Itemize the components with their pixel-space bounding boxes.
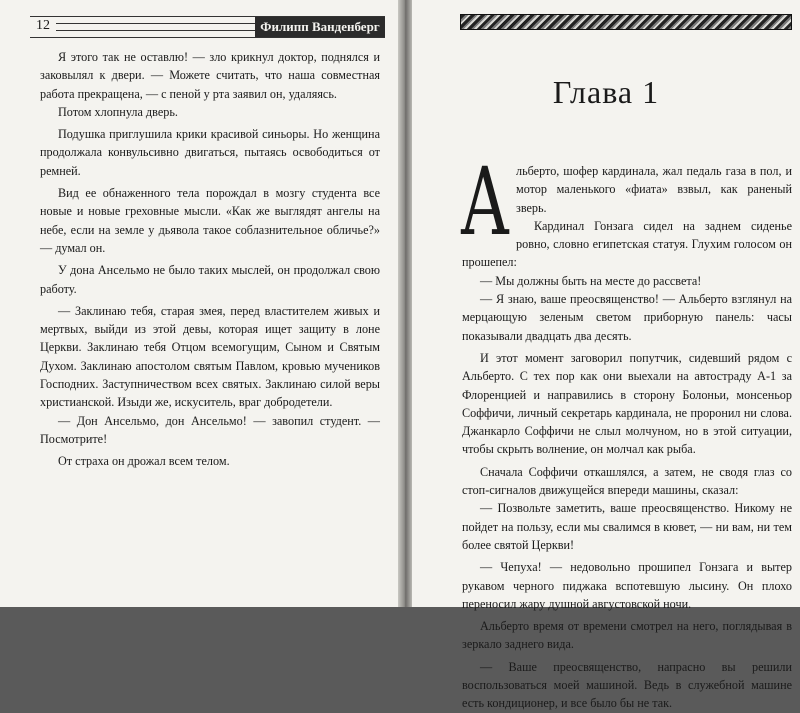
- paragraph: — Мы должны быть на месте до рассвета!: [480, 273, 702, 288]
- paragraph: — Я знаю, ваше преосвященство! — Альберто взглянул на мерцающую зеленым светом приборную панель: часы показывали двадцать два десять.: [462, 292, 792, 343]
- paragraph: И этот момент заговорил попутчик, сидевший рядом с Альберто. С тех пор как они выехали на автостраду А-1 за Флоренцией и направились в сторону Болоньи, монсеньор Соффичи, личный секретарь кардинала, не проронил ни слова. Джанкарло Соффичи не слыл молчуном, но в этой ситуации, чтобы скрыть волнение, он молчал как рыба.: [462, 350, 792, 457]
- paragraph: Потом хлопнула дверь.: [58, 104, 178, 119]
- paragraph: Я этого так не оставлю! — зло крикнул доктор, поднялся и заковылял к двери. — Можете считать, что наша совместная работа прекращена, — с пеной у рта заявил он, удаляясь.: [40, 50, 380, 101]
- paragraph: — Заклинаю тебя, старая змея, перед властителем живых и мертвых, выйди из этой девы, которая ищет защиту в лоне Церкви. Заклинаю тебя Отцом всемогущим, Сыном и Святым Духом. Заклинаю апостолом святым Павлом, кровью мучеников Господних. Заступничеством всех святых. Заклинаю силой веры христианской. Изыди же, искуситель, враг добродетели.: [40, 303, 380, 410]
- right-body-text: [460, 148, 792, 713]
- head-rule: [56, 23, 256, 31]
- running-head-author: Филипп Ванденберг: [255, 17, 385, 37]
- paragraph: Сначала Соффичи откашлялся, а затем, не сводя глаз со стоп-сигналов движущейся впереди машины, сказал:: [462, 464, 792, 498]
- book-gutter: [398, 0, 412, 607]
- drop-cap: А: [460, 148, 510, 257]
- paragraph: Альберто время от времени смотрел на него, поглядывая в зеркало заднего вида.: [462, 619, 792, 652]
- left-page: [0, 0, 398, 607]
- right-page: [412, 0, 800, 711]
- paragraph: Вид ее обнаженного тела порождал в мозгу студента все новые и новые греховные мысли. «Как же выглядят ангелы на небе, если на земле у дьявола такое соблазнительное обличье?» — думал он.: [40, 186, 380, 255]
- running-head: [30, 16, 385, 38]
- paragraph: От страха он дрожал всем телом.: [58, 454, 230, 469]
- paragraph: У дона Ансельмо не было таких мыслей, он продолжал свою работу.: [40, 263, 380, 296]
- paragraph: — Чепуха! — недовольно прошипел Гонзага и вытер рукавом черного пиджака вспотевшую лысину. Он плохо переносил жару душной августовской ночи.: [462, 560, 792, 611]
- chapter-ornament: [460, 14, 792, 30]
- paragraph: Кардинал Гонзага сидел на заднем сиденье ровно, словно египетская статуя. Глухим голосом он прошепел:: [462, 218, 792, 270]
- paragraph: Подушка приглушила крики красивой синьоры. Но женщина продолжала конвульсивно двигаться, пытаясь освободиться от ремней.: [40, 127, 380, 178]
- paragraph: — Позвольте заметить, ваше преосвященство. Никому не пойдет на пользу, если мы свалимся в кювет, — ни вам, ни тем более святой Церкви!: [462, 501, 792, 552]
- chapter-title: Глава 1: [552, 74, 660, 110]
- paragraph: — Ваше преосвященство, напрасно вы решили воспользоваться моей машиной. Ведь в служебной машине есть кондиционер, и все было бы не так.: [462, 659, 792, 711]
- paragraph: — Дон Ансельмо, дон Ансельмо! — завопил студент. — Посмотрите!: [40, 413, 380, 446]
- opening-text: льберто, шофер кардинала, жал педаль газа в пол, и мотор маленького «фиата» взвыл, как раненый зверь.: [516, 164, 792, 215]
- page-number: 12: [36, 18, 50, 33]
- left-body-text: [40, 48, 380, 471]
